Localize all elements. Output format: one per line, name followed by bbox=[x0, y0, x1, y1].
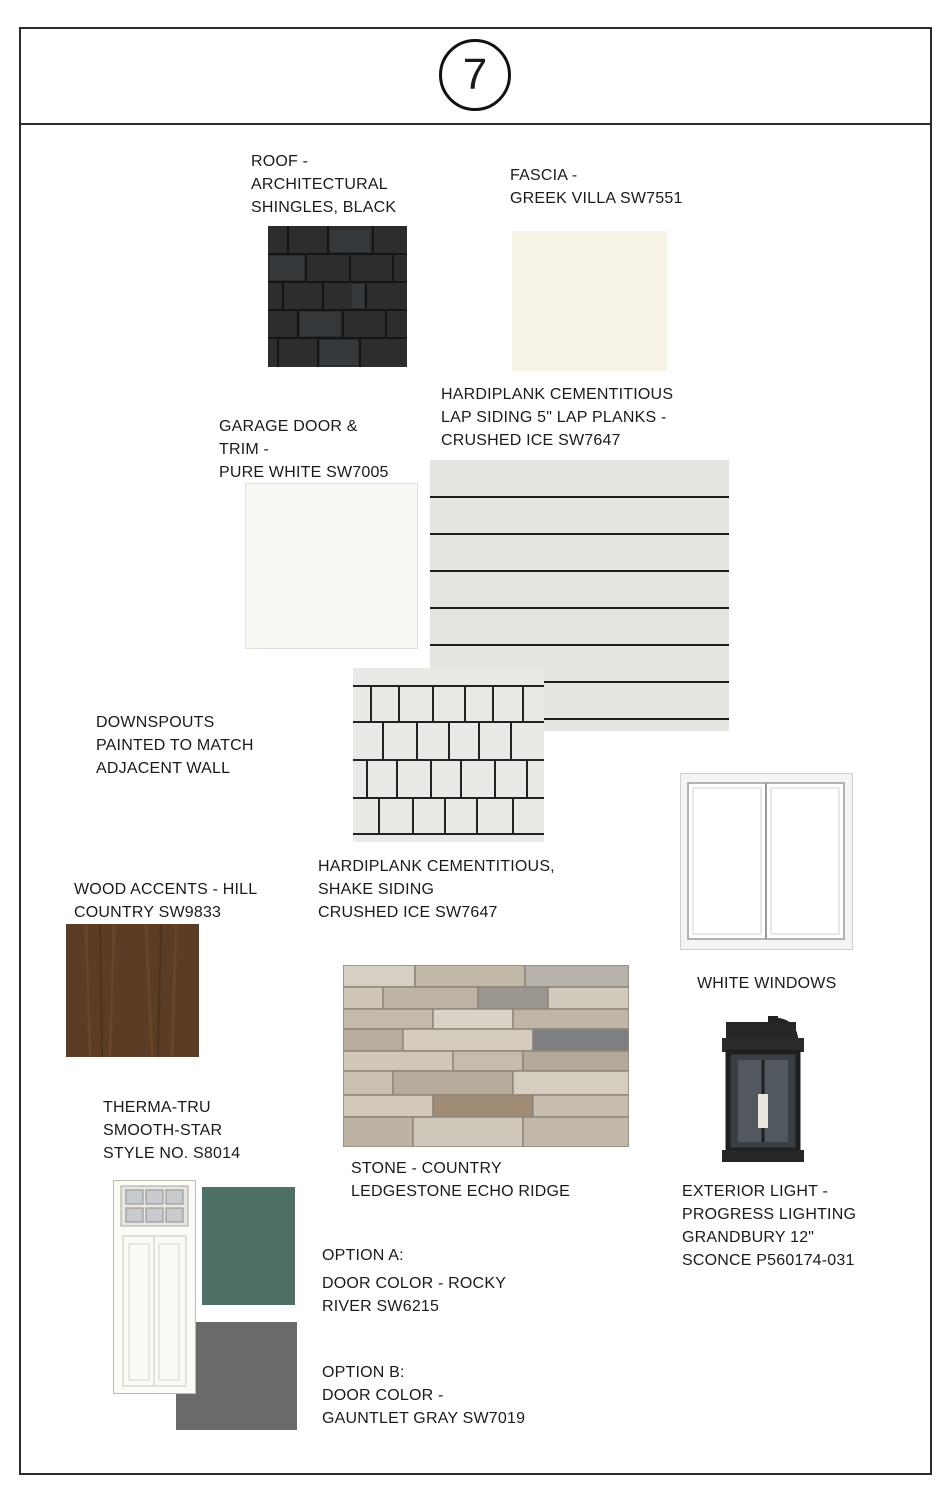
rocky-river-swatch bbox=[202, 1187, 295, 1305]
front-door-image bbox=[113, 1180, 196, 1394]
garage-door-label: GARAGE DOOR & TRIM - PURE WHITE SW7005 bbox=[219, 418, 389, 481]
fascia-label: FASCIA - GREEK VILLA SW7551 bbox=[510, 167, 683, 207]
sheet-header bbox=[21, 29, 930, 125]
exterior-light-label: EXTERIOR LIGHT - PROGRESS LIGHTING GRANDBURY 12" SCONCE P560174-031 bbox=[682, 1183, 857, 1269]
roof-label: ROOF - ARCHITECTURAL SHINGLES, BLACK bbox=[251, 153, 397, 216]
white-window-swatch bbox=[680, 773, 853, 950]
exterior-light-fixture bbox=[718, 1014, 812, 1164]
sheet-number-badge: 7 bbox=[439, 39, 511, 111]
fascia-color-swatch bbox=[512, 231, 667, 371]
roof-shingle-swatch bbox=[268, 226, 407, 367]
wood-accent-swatch bbox=[66, 924, 199, 1057]
garage-door-color-swatch bbox=[245, 483, 418, 649]
shake-siding-label: HARDIPLANK CEMENTITIOUS, SHAKE SIDING CRUSHED ICE SW7647 bbox=[318, 858, 555, 921]
shake-siding-swatch bbox=[353, 668, 544, 842]
downspouts-label: DOWNSPOUTS PAINTED TO MATCH ADJACENT WALL bbox=[96, 714, 254, 777]
lap-siding-label: HARDIPLANK CEMENTITIOUS LAP SIDING 5" LAP PLANKS - CRUSHED ICE SW7647 bbox=[441, 386, 674, 449]
stone-label: STONE - COUNTRY LEDGESTONE ECHO RIDGE bbox=[351, 1160, 571, 1200]
stone-veneer-swatch bbox=[343, 965, 629, 1147]
wood-accents-label: WOOD ACCENTS - HILL COUNTRY SW9833 bbox=[74, 881, 258, 921]
front-door-label: THERMA-TRU SMOOTH-STAR STYLE NO. S8014 bbox=[103, 1099, 241, 1162]
option-a-label: OPTION A: DOOR COLOR - ROCKY RIVER SW6215 bbox=[322, 1247, 507, 1315]
windows-label: WHITE WINDOWS bbox=[697, 975, 837, 992]
option-b-label: OPTION B: DOOR COLOR - GAUNTLET GRAY SW7019 bbox=[322, 1364, 526, 1427]
